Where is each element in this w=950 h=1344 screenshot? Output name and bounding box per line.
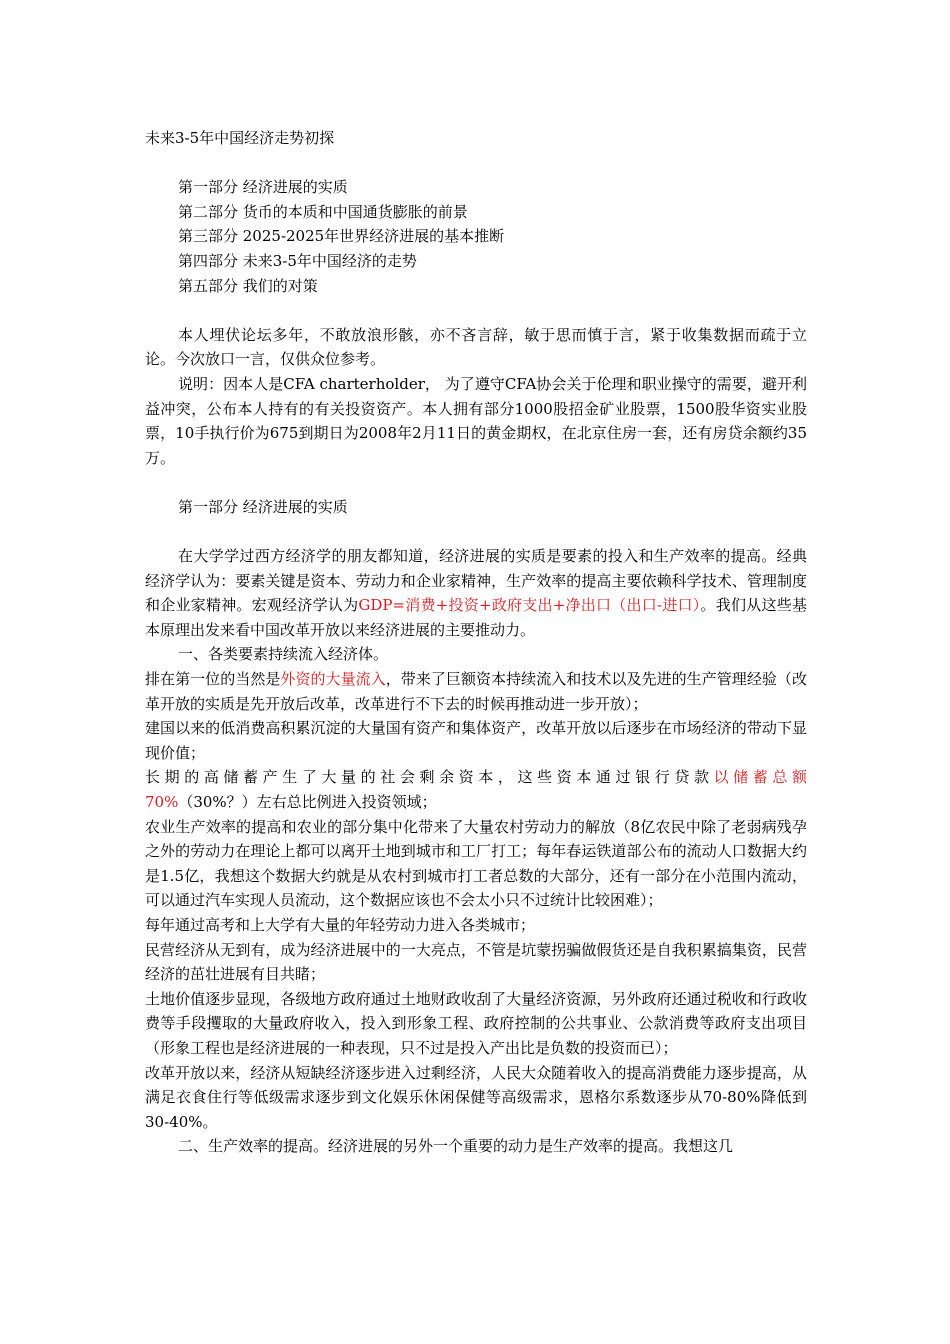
subheading: 二、生产效率的提高。经济进展的另外一个重要的动力是生产效率的提高。我想这几 (178, 1137, 734, 1156)
list-item: 70%（30%？）左右总比例进入投资领域； (145, 793, 437, 812)
subheading: 一、各类要素持续流入经济体。 (178, 645, 389, 664)
list-item: 每年通过高考和上大学有大量的年轻劳动力进入各类城市； (145, 916, 536, 934)
toc-item: 第三部分 2025-2025年世界经济进展的基本推断 (178, 227, 505, 246)
toc-item: 第四部分 未来3-5年中国经济的走势 (178, 251, 417, 270)
toc-item: 第二部分 货币的本质和中国通货膨胀的前景 (178, 202, 468, 221)
highlight-text: 以储蓄总额 (713, 768, 807, 787)
highlight-text: GDP=消费+投资+政府支出+净出口（出口-进口） (358, 596, 701, 615)
highlight-text: 70% (145, 793, 179, 812)
list-item: 改革开放以来，经济从短缺经济逐步进入过剩经济，人民大众随着收入的提高消费能力逐步提高，从满足衣食住行等低级需求逐步到文化娱乐休闲保健等高级需求，恩格尔系数逐步从70-80%降低到30-40%。 (145, 1063, 807, 1131)
toc-item: 第五部分 我们的对策 (178, 276, 318, 295)
toc-item: 第一部分 经济进展的实质 (178, 178, 348, 197)
list-item: 农业生产效率的提高和农业的部分集中化带来了大量农村劳动力的解放（8亿农民中除了老弱病残孕之外的劳动力在理论上都可以离开土地到城市和工厂打工；每年春运铁道部公布的流动人口数据大约是1.5亿，我想这个数据大约就是从农村到城市打工者总数的大部分，还有一部分在小范围内流动，可以通过汽车实现人员流动，这个数据应该也不会太小只不过统计比较困难）； (145, 817, 807, 910)
body-paragraph: 在大学学过西方经济学的朋友都知道，经济进展的实质是要素的投入和生产效率的提高。经典经济学认为：要素关键是资本、劳动力和企业家精神，生产效率的提高主要依赖科学技术、管理制度和企业家精神。宏观经济学认为GDP=消费+投资+政府支出+净出口（出口-进口）。我们从这些基本原理出发来看中国改革开放以来经济进展的主要推动力。 (145, 547, 807, 639)
list-item: 建国以来的低消费高积累沉淀的大量国有资产和集体资产，改革开放以后逐步在市场经济的带动下显现价值； (145, 719, 807, 762)
list-item: 土地价值逐步显现，各级地方政府通过土地财政收刮了大量经济资源，另外政府还通过税收和行政收费等手段攫取的大量政府收入，投入到形象工程、政府控制的公共事业、公款消费等政府支出项目（形象工程也是经济进展的一种表现，只不过是投入产出比是负数的投资而已）； (145, 989, 807, 1057)
list-item: 长期的高储蓄产生了大量的社会剩余资本，这些资本通过银行贷款以储蓄总额 (145, 768, 807, 787)
disclosure-paragraph: 说明：因本人是CFA charterholder， 为了遵守CFA协会关于伦理和职业操守的需要，避开利益冲突，公布本人持有的有关投资资产。本人拥有部分1000股招金矿业股票，1500股华资实业股票，10手执行价为675到期日为2008年2月11日的黄金期权，在北京住房一套，还有房贷余额约35万。 (145, 374, 807, 467)
section-heading: 第一部分 经济进展的实质 (178, 497, 348, 516)
intro-paragraph: 本人埋伏论坛多年，不敢放浪形骸，亦不吝言辞，敏于思而慎于言，紧于收集数据而疏于立论。今次放口一言，仅供众位参考。 (145, 325, 807, 369)
list-item: 民营经济从无到有，成为经济进展中的一大亮点，不管是坑蒙拐骗做假货还是自我积累搞集资，民营经济的茁壮进展有目共睹； (145, 940, 807, 984)
document-title: 未来3-5年中国经济走势初探 (145, 129, 335, 147)
document-page (145, 126, 807, 1159)
highlight-text: 外资的大量流入 (280, 670, 386, 689)
table-of-contents (145, 175, 807, 298)
list-item: 排在第一位的当然是外资的大量流入，带来了巨额资本持续流入和技术以及先进的生产管理经验（改革开放的实质是先开放后改革，改革进行不下去的时候再推动进一步开放）； (145, 670, 807, 713)
